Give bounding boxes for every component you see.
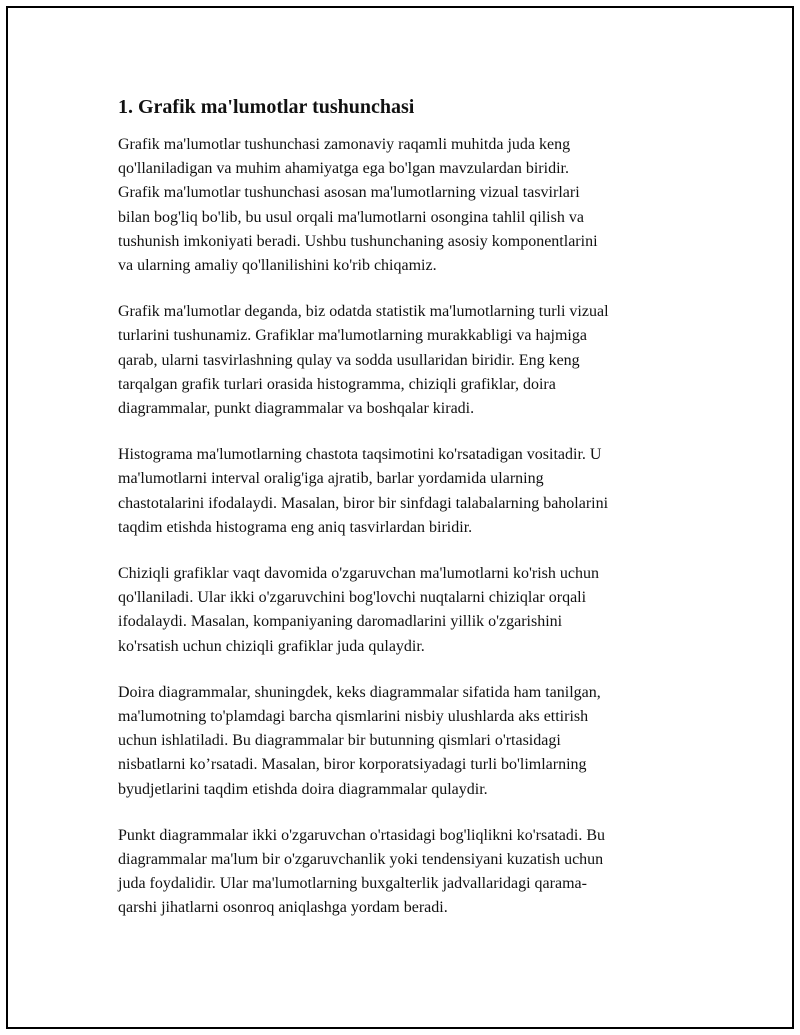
section-heading: 1. Grafik ma'lumotlar tushunchasi	[118, 96, 415, 118]
text-line: diagrammalar ma'lum bir o'zgaruvchanlik yoki tendensiyani kuzatish uchun	[118, 851, 604, 869]
text-line: turlarini tushunamiz. Grafiklar ma'lumotlarning murakkabligi va hajmiga	[118, 327, 587, 345]
text-line: va ularning amaliy qo'llanilishini ko'rib chiqamiz.	[118, 257, 437, 275]
text-line: uchun ishlatiladi. Bu diagrammalar bir butunning qismlari o'rtasidagi	[118, 732, 561, 750]
text-line: Punkt diagrammalar ikki o'zgaruvchan o'rtasidagi bog'liqlikni ko'rsatadi. Bu	[118, 826, 605, 844]
paragraph-1	[118, 133, 692, 278]
text-line: Chiziqli grafiklar vaqt davomida o'zgaruvchan ma'lumotlarni ko'rish uchun	[118, 565, 599, 583]
text-line: ma'lumotning to'plamdagi barcha qismlarini nisbiy ulushlarda aks ettirish	[118, 708, 589, 726]
document-body	[118, 95, 692, 943]
text-line: ifodalaydi. Masalan, kompaniyaning daromadlarini yillik o'zgarishini	[118, 613, 563, 631]
paragraph-2	[118, 300, 692, 421]
paragraph-5	[118, 681, 692, 802]
text-line: bilan bog'liq bo'lib, bu usul orqali ma'lumotlarni osongina tahlil qilish va	[118, 208, 584, 226]
paragraph-4	[118, 562, 692, 659]
paragraph-3	[118, 443, 692, 540]
text-line: Grafik ma'lumotlar tushunchasi zamonaviy raqamli muhitda juda keng	[118, 136, 571, 153]
text-line: ma'lumotlarni interval oralig'iga ajratib, barlar yordamida ularning	[118, 470, 544, 488]
text-line: qo'llaniladigan va muhim ahamiyatga ega bo'lgan mavzulardan biridir.	[118, 160, 569, 178]
text-line: diagrammalar, punkt diagrammalar va boshqalar kiradi.	[118, 400, 475, 418]
text-line: byudjetlarini taqdim etishda doira diagrammalar qulaydir.	[118, 780, 488, 798]
text-line: Doira diagrammalar, shuningdek, keks diagrammalar sifatida ham tanilgan,	[118, 683, 601, 701]
text-line: Grafik ma'lumotlar deganda, biz odatda statistik ma'lumotlarning turli vizual	[118, 303, 609, 321]
text-line: nisbatlarni ko’rsatadi. Masalan, biror korporatsiyadagi turli bo'limlarning	[118, 756, 587, 774]
text-line: chastotalarini ifodalaydi. Masalan, biror bir sinfdagi talabalarning baholarini	[118, 494, 609, 512]
text-line: Grafik ma'lumotlar tushunchasi asosan ma'lumotlarning vizual tasvirlari	[118, 184, 580, 202]
text-line: juda foydalidir. Ular ma'lumotlarning buxgalterlik jadvallaridagi qarama-	[118, 875, 587, 893]
text-line: qo'llaniladi. Ular ikki o'zgaruvchini bog'lovchi nuqtalarni chiziqlar orqali	[118, 589, 587, 607]
text-line: qarab, ularni tasvirlashning qulay va sodda usullaridan biridir. Eng keng	[118, 351, 580, 369]
text-line: qarshi jihatlarni osonroq aniqlashga yordam beradi.	[118, 899, 448, 917]
text-line: tushunish imkoniyati beradi. Ushbu tushunchaning asosiy komponentlarini	[118, 232, 598, 250]
text-line: Histograma ma'lumotlarning chastota taqsimotini ko'rsatadigan vositadir. U	[118, 446, 602, 464]
text-line: ko'rsatish uchun chiziqli grafiklar juda qulaydir.	[118, 637, 425, 655]
paragraph-6	[118, 824, 692, 921]
text-line: tarqalgan grafik turlari orasida histogramma, chiziqli grafiklar, doira	[118, 375, 556, 393]
text-line: taqdim etishda histograma eng aniq tasvirlardan biridir.	[118, 518, 473, 536]
